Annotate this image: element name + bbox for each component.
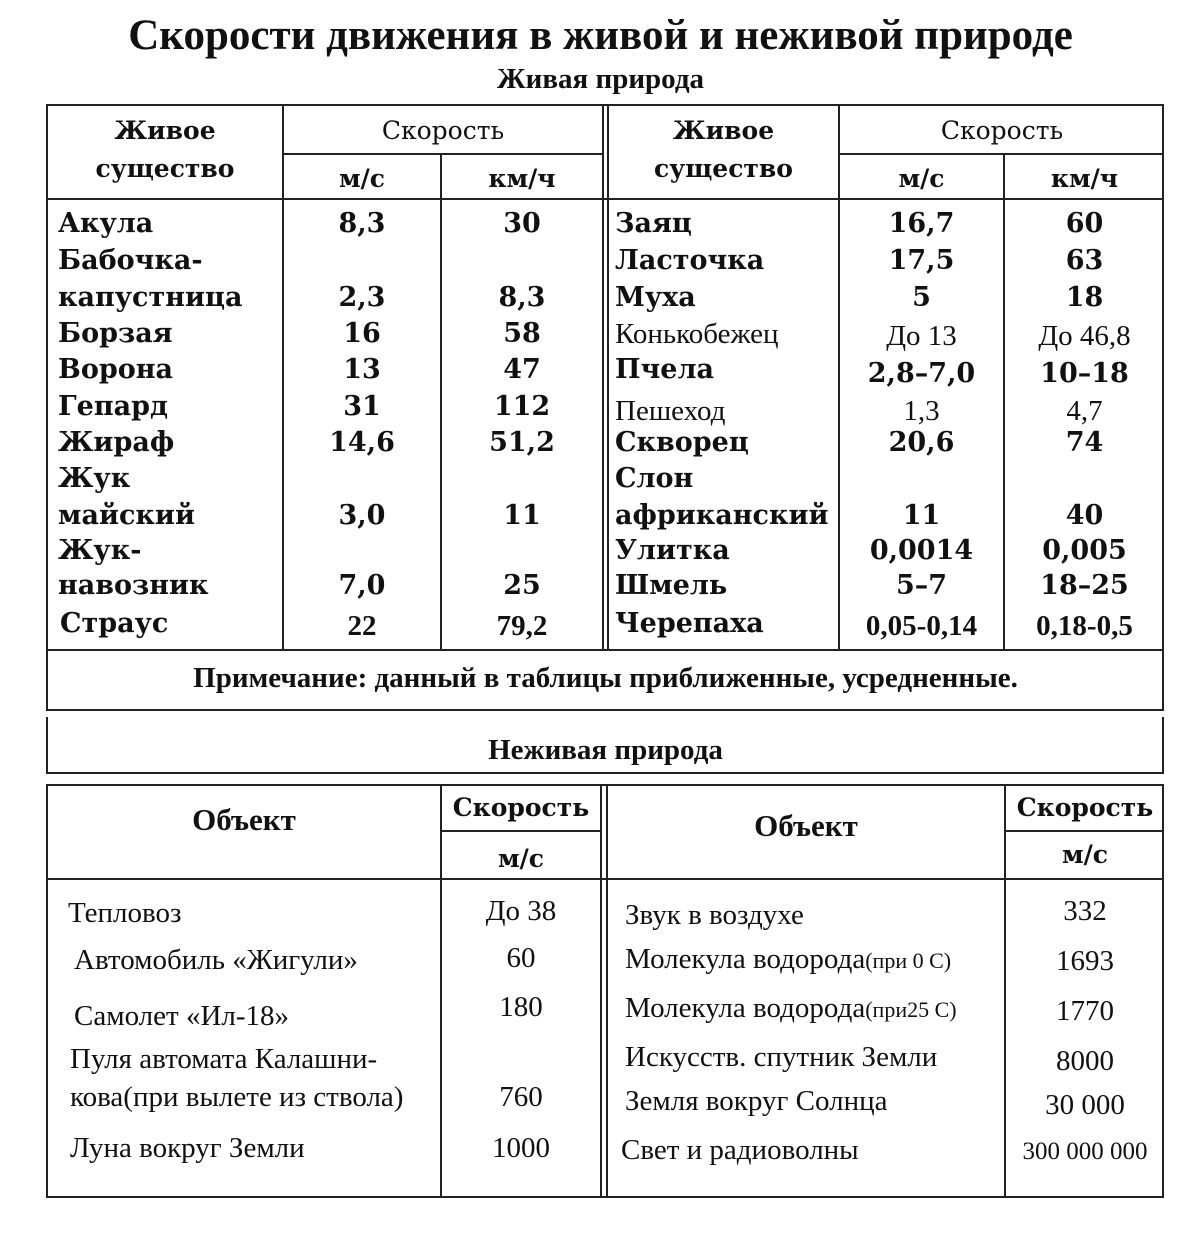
speed-header-nl-right: Скорость [1016, 793, 1154, 822]
living-right-kmh: 0,18-0,5 [1036, 610, 1133, 642]
living-header-divider [46, 198, 1164, 200]
nonliving-right-name [625, 898, 804, 932]
living-right-kmh: 18–25 [1040, 570, 1129, 601]
living-center-line [602, 104, 604, 651]
living-right-kmh: 10–18 [1040, 358, 1129, 389]
living-left-kmh: 47 [503, 354, 541, 385]
speed-header-nl-left: Скорость [452, 793, 590, 822]
creature-header-right [609, 112, 838, 188]
nonliving-left-ms: 60 [506, 942, 536, 974]
living-right-name: Улитка [615, 535, 730, 566]
living-right-kmh: 18 [1065, 282, 1104, 313]
ms-header-nl-left: м/с [497, 844, 545, 873]
living-left-ms: 22 [347, 610, 377, 642]
living-right-ms: 20,6 [888, 427, 955, 458]
nonliving-right-name [621, 1133, 859, 1167]
ms-header-left: м/с [338, 164, 386, 193]
living-right-ms: 17,5 [888, 245, 955, 276]
header-line: существо [95, 154, 235, 183]
speed-header-left: Скорость [381, 116, 505, 145]
nonliving-left-ms: До 38 [485, 895, 557, 927]
object-name: Молекула водорода [625, 943, 866, 975]
living-subheader-divider-right [839, 153, 1164, 155]
living-right-ms: 11 [902, 500, 941, 531]
object-header-left: Объект [192, 802, 296, 837]
living-left-name: Акула [58, 208, 154, 239]
nonliving-right-name [625, 991, 957, 1027]
living-left-kmh: 11 [503, 500, 541, 531]
living-left-name: майский [58, 500, 195, 531]
living-right-name: Черепаха [615, 608, 764, 639]
header-line: существо [654, 154, 793, 183]
living-left-ms: 31 [343, 391, 381, 422]
living-right-kmh: 63 [1065, 245, 1104, 276]
nonliving-header-divider [46, 878, 1164, 880]
living-right-name: Ласточка [615, 245, 765, 276]
nonliving-subheader-divider [440, 830, 600, 832]
living-right-name: Скворец [615, 427, 749, 458]
living-right-name: Муха [615, 282, 696, 313]
living-heading: Живая природа [497, 63, 704, 95]
living-subheader-divider-left [283, 153, 603, 155]
header-line: Живое [672, 116, 775, 145]
nonliving-subheader-divider [1004, 830, 1164, 832]
living-right-ms: До 13 [886, 320, 957, 352]
living-right-kmh: 60 [1065, 208, 1104, 239]
living-left-ms: 13 [343, 354, 381, 385]
heading-underline [46, 772, 1164, 774]
nonliving-right-name [625, 1084, 888, 1118]
nonliving-left-ms: 180 [499, 991, 543, 1023]
living-left-kmh: 8,3 [498, 282, 546, 313]
object-name: Звук в воздухе [625, 899, 804, 931]
kmh-header-right: км/ч [1050, 164, 1119, 193]
nonliving-left-name: кова(при вылете из ствола) [70, 1081, 404, 1113]
object-name: Земля вокруг Солнца [625, 1085, 888, 1117]
living-right-name: Слон [615, 463, 694, 494]
kmh-header-left: км/ч [488, 164, 556, 193]
nonliving-left-name: Автомобиль «Жигули» [74, 944, 358, 976]
living-left-kmh: 79,2 [496, 610, 548, 642]
living-left-name: Жук [58, 463, 131, 494]
object-note: (при25 С) [865, 997, 957, 1022]
nonliving-right-name [625, 1040, 937, 1074]
living-left-name: Жираф [58, 427, 175, 458]
nonliving-right-ms: 30 000 [1045, 1089, 1125, 1121]
living-right-ms: 16,7 [888, 208, 955, 239]
living-left-ms: 7,0 [338, 570, 386, 601]
living-right-kmh: 40 [1065, 500, 1104, 531]
header-line: Живое [114, 116, 216, 145]
living-left-kmh: 58 [503, 318, 541, 349]
living-right-name: Конькобежец [615, 318, 779, 350]
living-left-name: Борзая [58, 318, 173, 349]
nonliving-right-ms: 1770 [1056, 995, 1114, 1027]
nonliving-right-ms: 332 [1063, 895, 1107, 927]
living-right-kmh: До 46,8 [1038, 320, 1131, 352]
living-left-ms: 8,3 [338, 208, 386, 239]
creature-header-left [48, 112, 282, 188]
object-header-right: Объект [754, 808, 858, 843]
living-right-ms: 0,0014 [869, 535, 974, 566]
note-text: Примечание: данный в таблицы приближенные, усредненные. [193, 662, 1018, 694]
living-right-ms: 2,8–7,0 [867, 358, 976, 389]
nonliving-center-line [600, 784, 602, 1198]
living-left-kmh: 51,2 [489, 427, 555, 458]
living-left-ms: 14,6 [329, 427, 395, 458]
living-left-kmh: 25 [503, 570, 541, 601]
living-right-kmh: 4,7 [1066, 395, 1103, 427]
living-right-name: Пчела [615, 354, 714, 385]
ms-header-nl-right: м/с [1061, 840, 1109, 869]
living-left-ms: 2,3 [338, 282, 386, 313]
living-left-name: Ворона [58, 354, 173, 385]
living-left-name: капустница [58, 282, 243, 313]
living-left-name: Жук- [58, 535, 142, 566]
nonliving-left-ms: 1000 [492, 1132, 550, 1164]
object-note: (при 0 С) [865, 948, 952, 973]
living-left-name: Бабочка- [58, 245, 203, 276]
living-right-name: Заяц [615, 208, 692, 239]
living-right-ms: 5 [912, 282, 931, 313]
nonliving-left-name: Тепловоз [68, 897, 182, 929]
nonliving-right-ms: 8000 [1056, 1045, 1114, 1077]
living-left-name: Страус [60, 608, 169, 639]
object-name: Искусств. спутник Земли [625, 1041, 938, 1073]
living-right-name: Шмель [615, 570, 728, 601]
nonliving-left-name: Луна вокруг Земли [70, 1132, 305, 1164]
ms-header-right: м/с [898, 164, 945, 193]
speed-header-right: Скорость [940, 116, 1064, 145]
living-right-kmh: 0,005 [1042, 535, 1127, 566]
nonliving-left-name: Пуля автомата Калашни- [70, 1043, 378, 1075]
living-left-ms: 3,0 [338, 500, 386, 531]
living-right-name: Пешеход [615, 395, 726, 427]
living-left-name: навозник [58, 570, 209, 601]
living-right-ms: 0,05-0,14 [865, 610, 978, 642]
object-name: Свет и радиоволны [621, 1134, 859, 1166]
nonliving-heading: Неживая природа [488, 734, 723, 766]
nonliving-left-ms: 760 [499, 1081, 543, 1113]
living-right-ms: 5–7 [895, 570, 948, 601]
nonliving-right-name [625, 942, 951, 978]
living-left-kmh: 30 [503, 208, 541, 239]
nonliving-right-ms: 1693 [1056, 945, 1114, 977]
living-left-kmh: 112 [493, 391, 551, 422]
page-title: Скорости движения в живой и неживой природе [128, 12, 1073, 59]
nonliving-left-name: Самолет «Ил-18» [74, 1000, 290, 1032]
nonliving-right-ms: 300 000 000 [1022, 1138, 1148, 1165]
living-right-name: африканский [615, 500, 829, 531]
nonliving-center-line [606, 784, 608, 1198]
living-right-kmh: 74 [1065, 427, 1104, 458]
object-name: Молекула водорода [625, 992, 866, 1024]
living-left-name: Гепард [58, 391, 168, 422]
living-right-ms: 1,3 [903, 395, 940, 427]
living-left-ms: 16 [343, 318, 381, 349]
